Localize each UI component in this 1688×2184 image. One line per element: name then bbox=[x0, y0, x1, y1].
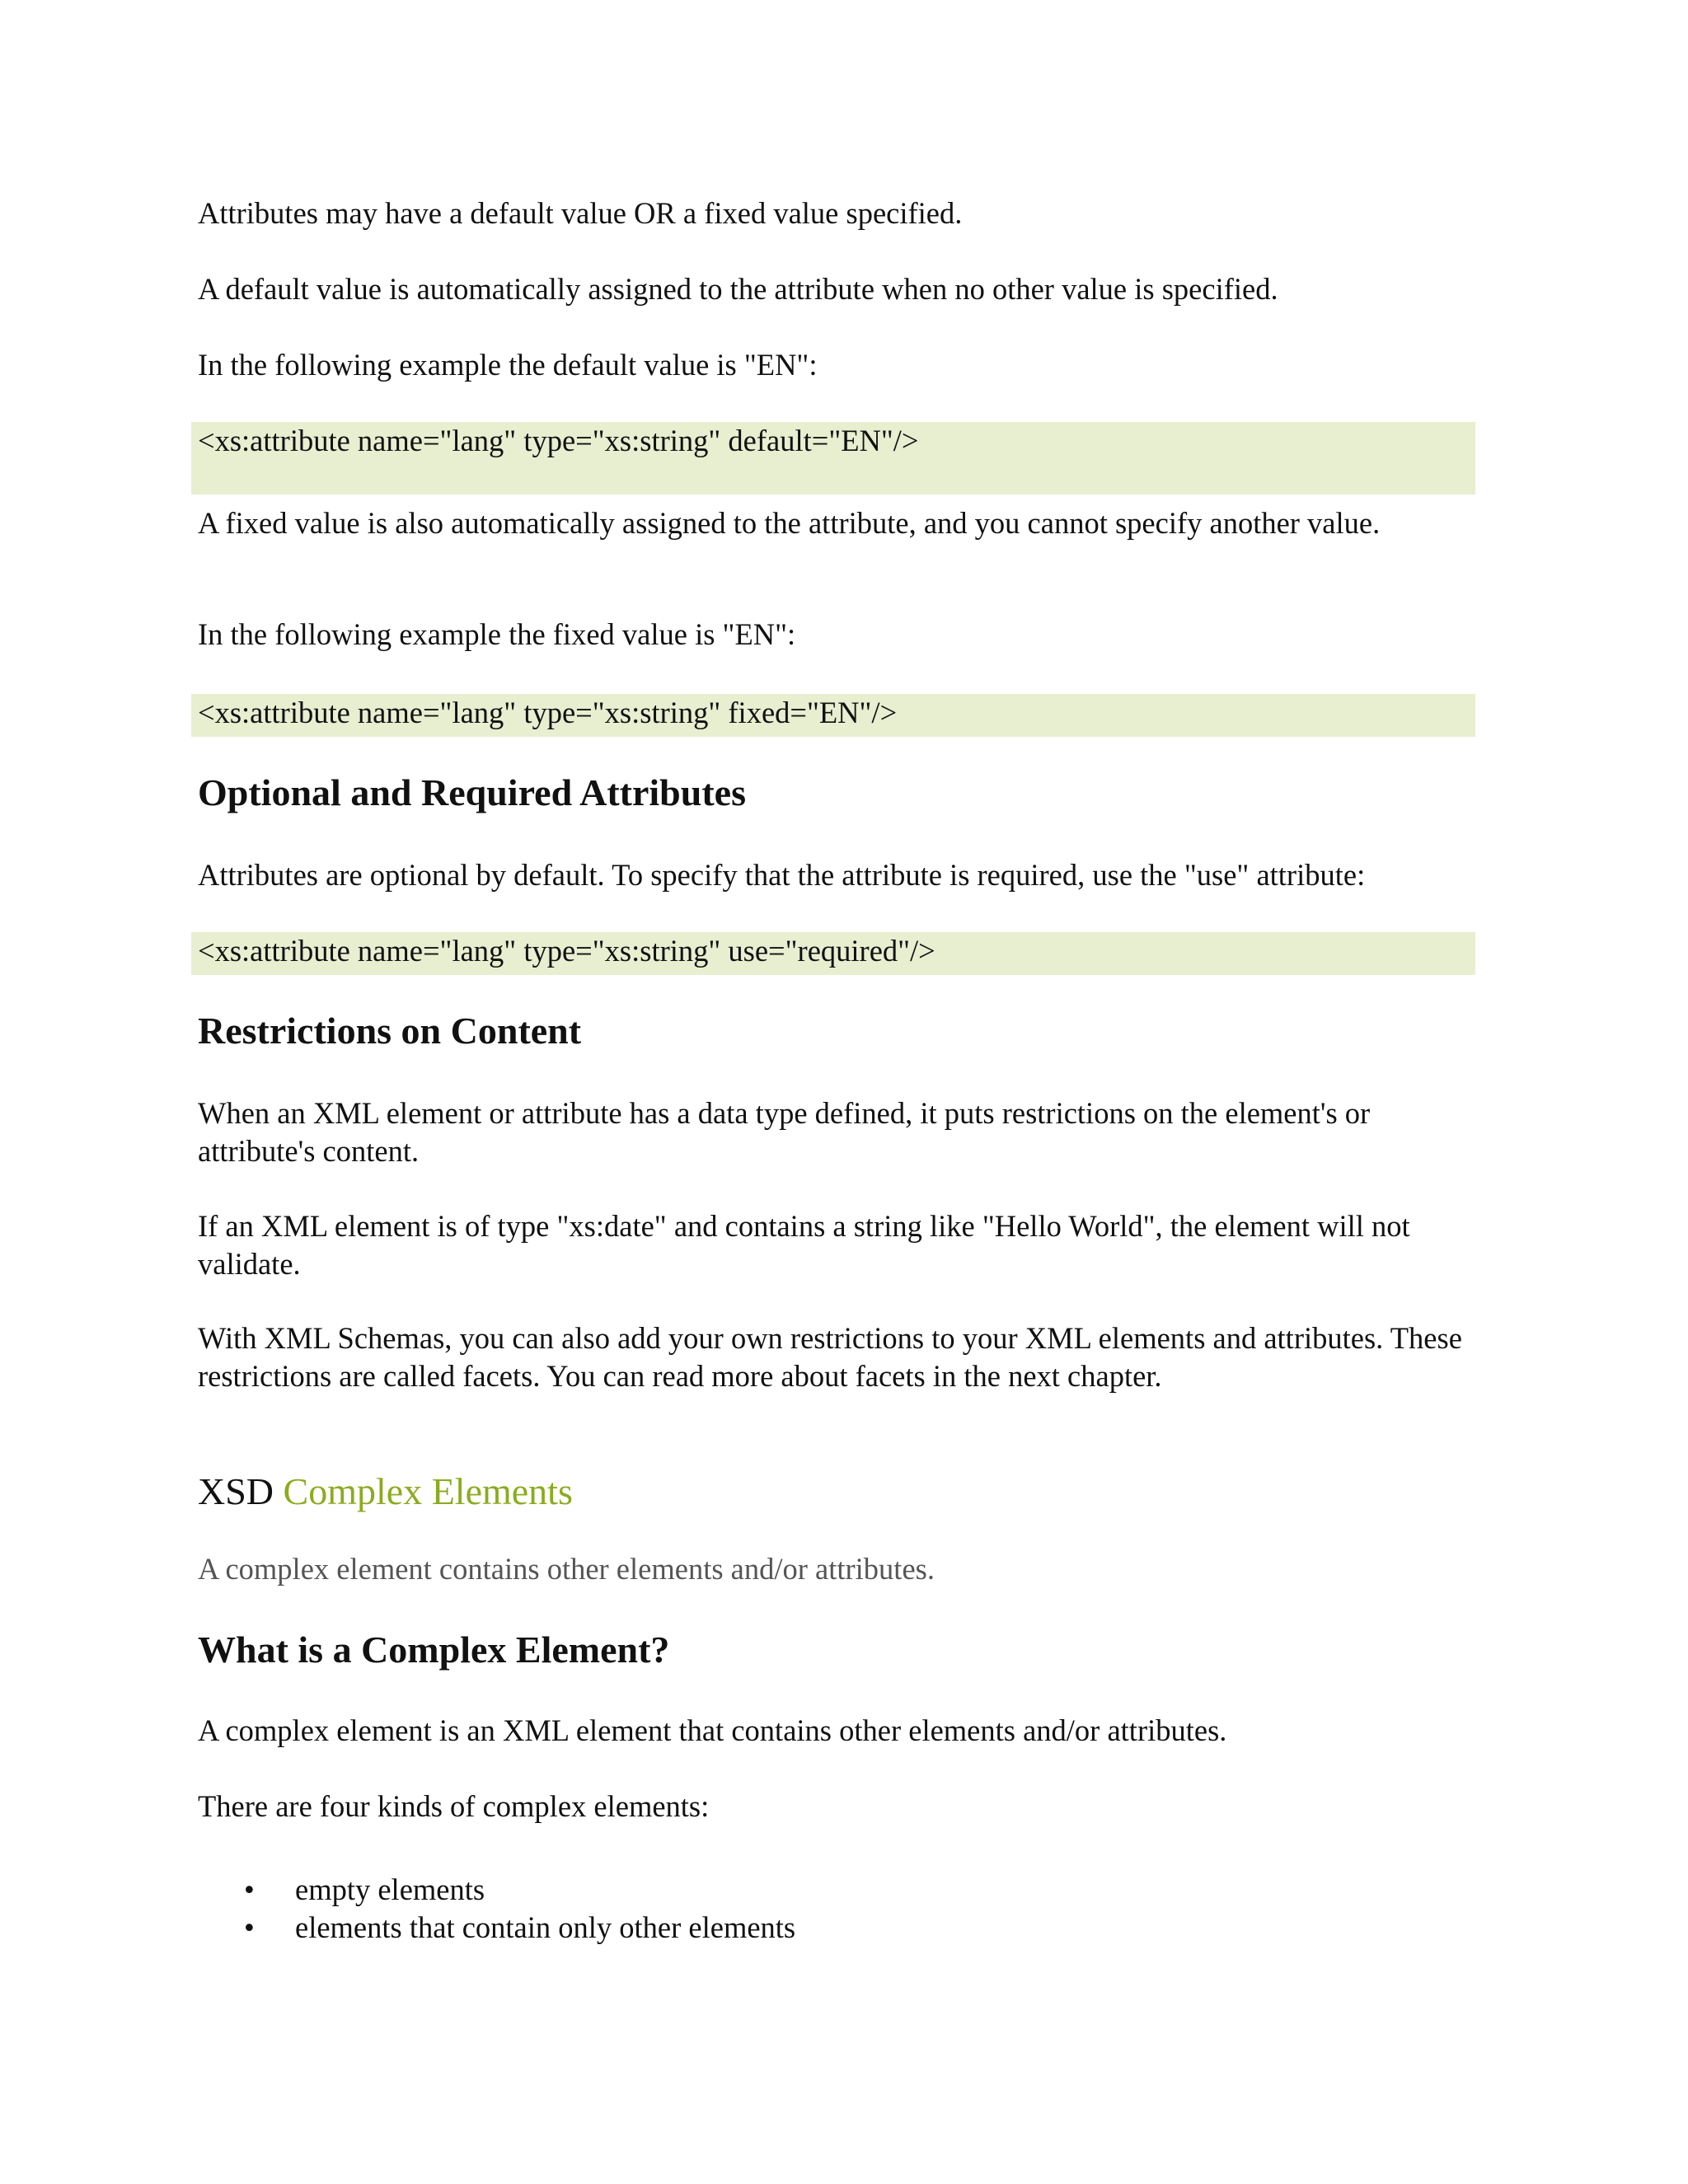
paragraph-fixed-value: A fixed value is also automatically assigned to the attribute, and you cannot specify another value. bbox=[198, 506, 1381, 540]
list-item bbox=[198, 1871, 795, 1909]
bullet-icon: • bbox=[244, 1872, 255, 1906]
paragraph-default-value: A default value is automatically assigned to the attribute when no other value is specified. bbox=[198, 272, 1278, 306]
code-default-attribute: <xs:attribute name="lang" type="xs:string" default="EN"/> bbox=[198, 424, 919, 457]
paragraph-complex-element-intro: A complex element contains other elements and/or attributes. bbox=[198, 1552, 935, 1586]
list-item-text: elements that contain only other elements bbox=[295, 1910, 796, 1944]
paragraph-default-example-intro: In the following example the default value is "EN": bbox=[198, 348, 818, 382]
heading-what-is-complex-element: What is a Complex Element? bbox=[198, 1629, 670, 1671]
paragraph-optional-by-default: Attributes are optional by default. To specify that the attribute is required, use the "use" attribute: bbox=[198, 858, 1366, 892]
paragraph-default-or-fixed: Attributes may have a default value OR a fixed value specified. bbox=[198, 196, 963, 230]
bullet-icon: • bbox=[244, 1910, 255, 1944]
list-item bbox=[198, 1909, 795, 1947]
paragraph-facets: With XML Schemas, you can also add your own restrictions to your XML elements and attributes. These restrictions are called facets. You can read more about facets in the next chapter. bbox=[198, 1321, 1462, 1393]
heading-xsd-prefix: XSD bbox=[198, 1470, 274, 1512]
paragraph-data-type-restrictions: When an XML element or attribute has a data type defined, it puts restrictions on the element's or attribute's content. bbox=[198, 1096, 1371, 1168]
code-required-attribute: <xs:attribute name="lang" type="xs:string" use="required"/> bbox=[198, 934, 935, 968]
code-block-default bbox=[191, 422, 1475, 494]
complex-element-kinds-list bbox=[198, 1871, 795, 1947]
code-fixed-attribute: <xs:attribute name="lang" type="xs:string" fixed="EN"/> bbox=[198, 696, 898, 729]
code-block-required bbox=[191, 932, 1475, 975]
paragraph-xs-date-validation: If an XML element is of type "xs:date" and contains a string like "Hello World", the element will not validate. bbox=[198, 1209, 1410, 1281]
heading-restrictions-on-content: Restrictions on Content bbox=[198, 1010, 582, 1052]
paragraph-four-kinds: There are four kinds of complex elements: bbox=[198, 1789, 710, 1823]
heading-optional-required-attributes: Optional and Required Attributes bbox=[198, 771, 746, 813]
list-item-text: empty elements bbox=[295, 1872, 485, 1906]
code-block-fixed bbox=[191, 694, 1475, 737]
heading-complex-elements-accent: Complex Elements bbox=[283, 1470, 573, 1512]
paragraph-complex-element-definition: A complex element is an XML element that contains other elements and/or attributes. bbox=[198, 1713, 1227, 1747]
heading-xsd-complex-elements bbox=[198, 1469, 573, 1515]
paragraph-fixed-example-intro: In the following example the fixed value is "EN": bbox=[198, 617, 796, 651]
